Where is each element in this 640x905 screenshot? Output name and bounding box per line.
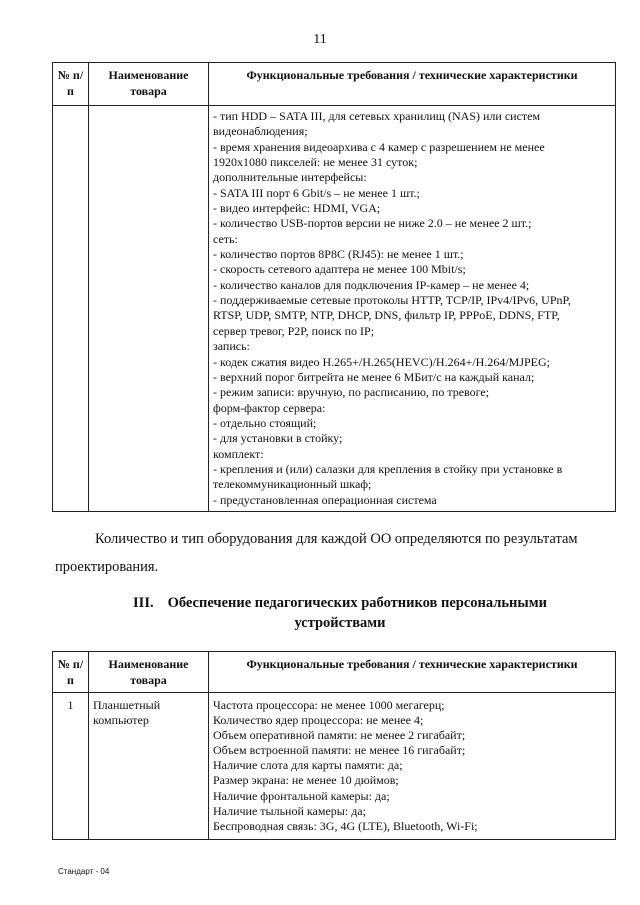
requirement-line: - скорость сетевого адаптера не менее 100 Mbit/s; (213, 262, 466, 277)
requirement-line: Объем оперативной памяти: не менее 2 гигабайт; (213, 728, 466, 743)
section-heading (100, 593, 580, 633)
requirement-line: Наличие тыльной камеры: да; (213, 803, 366, 818)
table-row (53, 106, 616, 512)
requirement-line: - верхний порог битрейта не менее 6 МБит/с на каждый канал; (213, 369, 535, 384)
requirement-line: - режим записи: вручную, по расписанию, по тревоге; (213, 385, 490, 400)
product-name-cell (89, 106, 209, 512)
requirement-line: - SATA III порт 6 Gbit/s – не менее 1 шт.; (213, 185, 420, 200)
requirement-line: Наличие фронтальной камеры: да; (213, 788, 390, 803)
requirement-line: сеть: (213, 231, 238, 246)
page-number: 11 (313, 32, 327, 47)
requirement-line: - поддерживаемые сетевые протоколы HTTP, TCP/IP, IPv4/IPv6, UPnP, (213, 293, 571, 308)
table-header-row (53, 63, 616, 106)
header-number: № п/п (53, 63, 89, 106)
requirements-cell (209, 693, 616, 840)
requirements-cell (209, 106, 616, 512)
requirement-line: видеонаблюдения; (213, 124, 308, 139)
requirement-line: - предустановленная операционная система (213, 492, 437, 507)
paragraph-line-1: Количество и тип оборудования для каждой ОО определяются по результатам (95, 531, 578, 547)
requirement-line: Размер экрана: не менее 10 дюймов; (213, 773, 399, 788)
requirement-line: - время хранения видеоархива с 4 камер с разрешением не менее (213, 139, 545, 154)
paragraph-line-2: проектирования. (55, 559, 159, 575)
requirement-line: Частота процессора: не менее 1000 мегагерц; (213, 698, 445, 712)
requirement-line: дополнительные интерфейсы: (213, 170, 367, 185)
footer-label: Стандарт - 04 (58, 867, 110, 876)
requirement-line: комплект: (213, 446, 264, 461)
section-number: III. (133, 595, 154, 611)
requirement-line: Беспроводная связь: 3G, 4G (LTE), Bluetooth, Wi-Fi; (213, 818, 478, 833)
section-title-line-1: Обеспечение педагогических работников персональными (167, 595, 547, 611)
requirement-line: - количество портов 8P8C (RJ45): не менее 1 шт.; (213, 247, 464, 262)
requirement-line: запись: (213, 339, 250, 354)
spec-table-devices (52, 651, 616, 840)
requirement-line: 1920x1080 пикселей: не менее 31 суток; (213, 155, 418, 170)
requirement-line: сервер тревог, P2P, поиск по IP; (213, 323, 375, 338)
requirement-line: - количество каналов для подключения IP-камер – не менее 4; (213, 277, 530, 292)
number-cell (53, 106, 89, 512)
section-title-line-2: устройствами (294, 615, 386, 631)
header-product-name: Наименование товара (89, 652, 209, 693)
requirement-line: Количество ядер процессора: не менее 4; (213, 713, 424, 728)
table-header-row (53, 652, 616, 693)
requirement-line: Объем встроенной памяти: не менее 16 гигабайт; (213, 743, 466, 758)
header-product-name: Наименование товара (89, 63, 209, 106)
header-requirements: Функциональные требования / технические характеристики (209, 63, 616, 106)
requirement-line: - количество USB-портов версии не ниже 2.0 – не менее 2 шт.; (213, 216, 532, 231)
requirement-line: - крепления и (или) салазки для крепления в стойку при установке в (213, 461, 563, 476)
requirement-line: Наличие слота для карты памяти: да; (213, 758, 403, 773)
requirement-line: форм-фактор сервера: (213, 400, 326, 415)
spec-table-continued (52, 62, 616, 512)
header-number: № п/п (53, 652, 89, 693)
product-name-cell: Планшетный компьютер (89, 693, 209, 840)
requirement-line: телекоммуникационный шкаф; (213, 477, 372, 492)
requirement-line: - для установки в стойку; (213, 431, 343, 446)
requirement-line: - кодек сжатия видео H.265+/H.265(HEVC)/H.264+/H.264/MJPEG; (213, 354, 551, 369)
requirement-line: - тип HDD – SATA III, для сетевых хранилищ (NAS) или систем (213, 109, 541, 123)
requirement-line: RTSP, UDP, SMTP, NTP, DHCP, DNS, фильтр IP, PPPoE, DDNS, FTP, (213, 308, 560, 323)
header-requirements: Функциональные требования / технические характеристики (209, 652, 616, 693)
requirement-line: - отдельно стоящий; (213, 415, 317, 430)
requirement-line: - видео интерфейс: HDMI, VGA; (213, 201, 381, 216)
table-row (53, 693, 616, 840)
number-cell: 1 (53, 693, 89, 840)
